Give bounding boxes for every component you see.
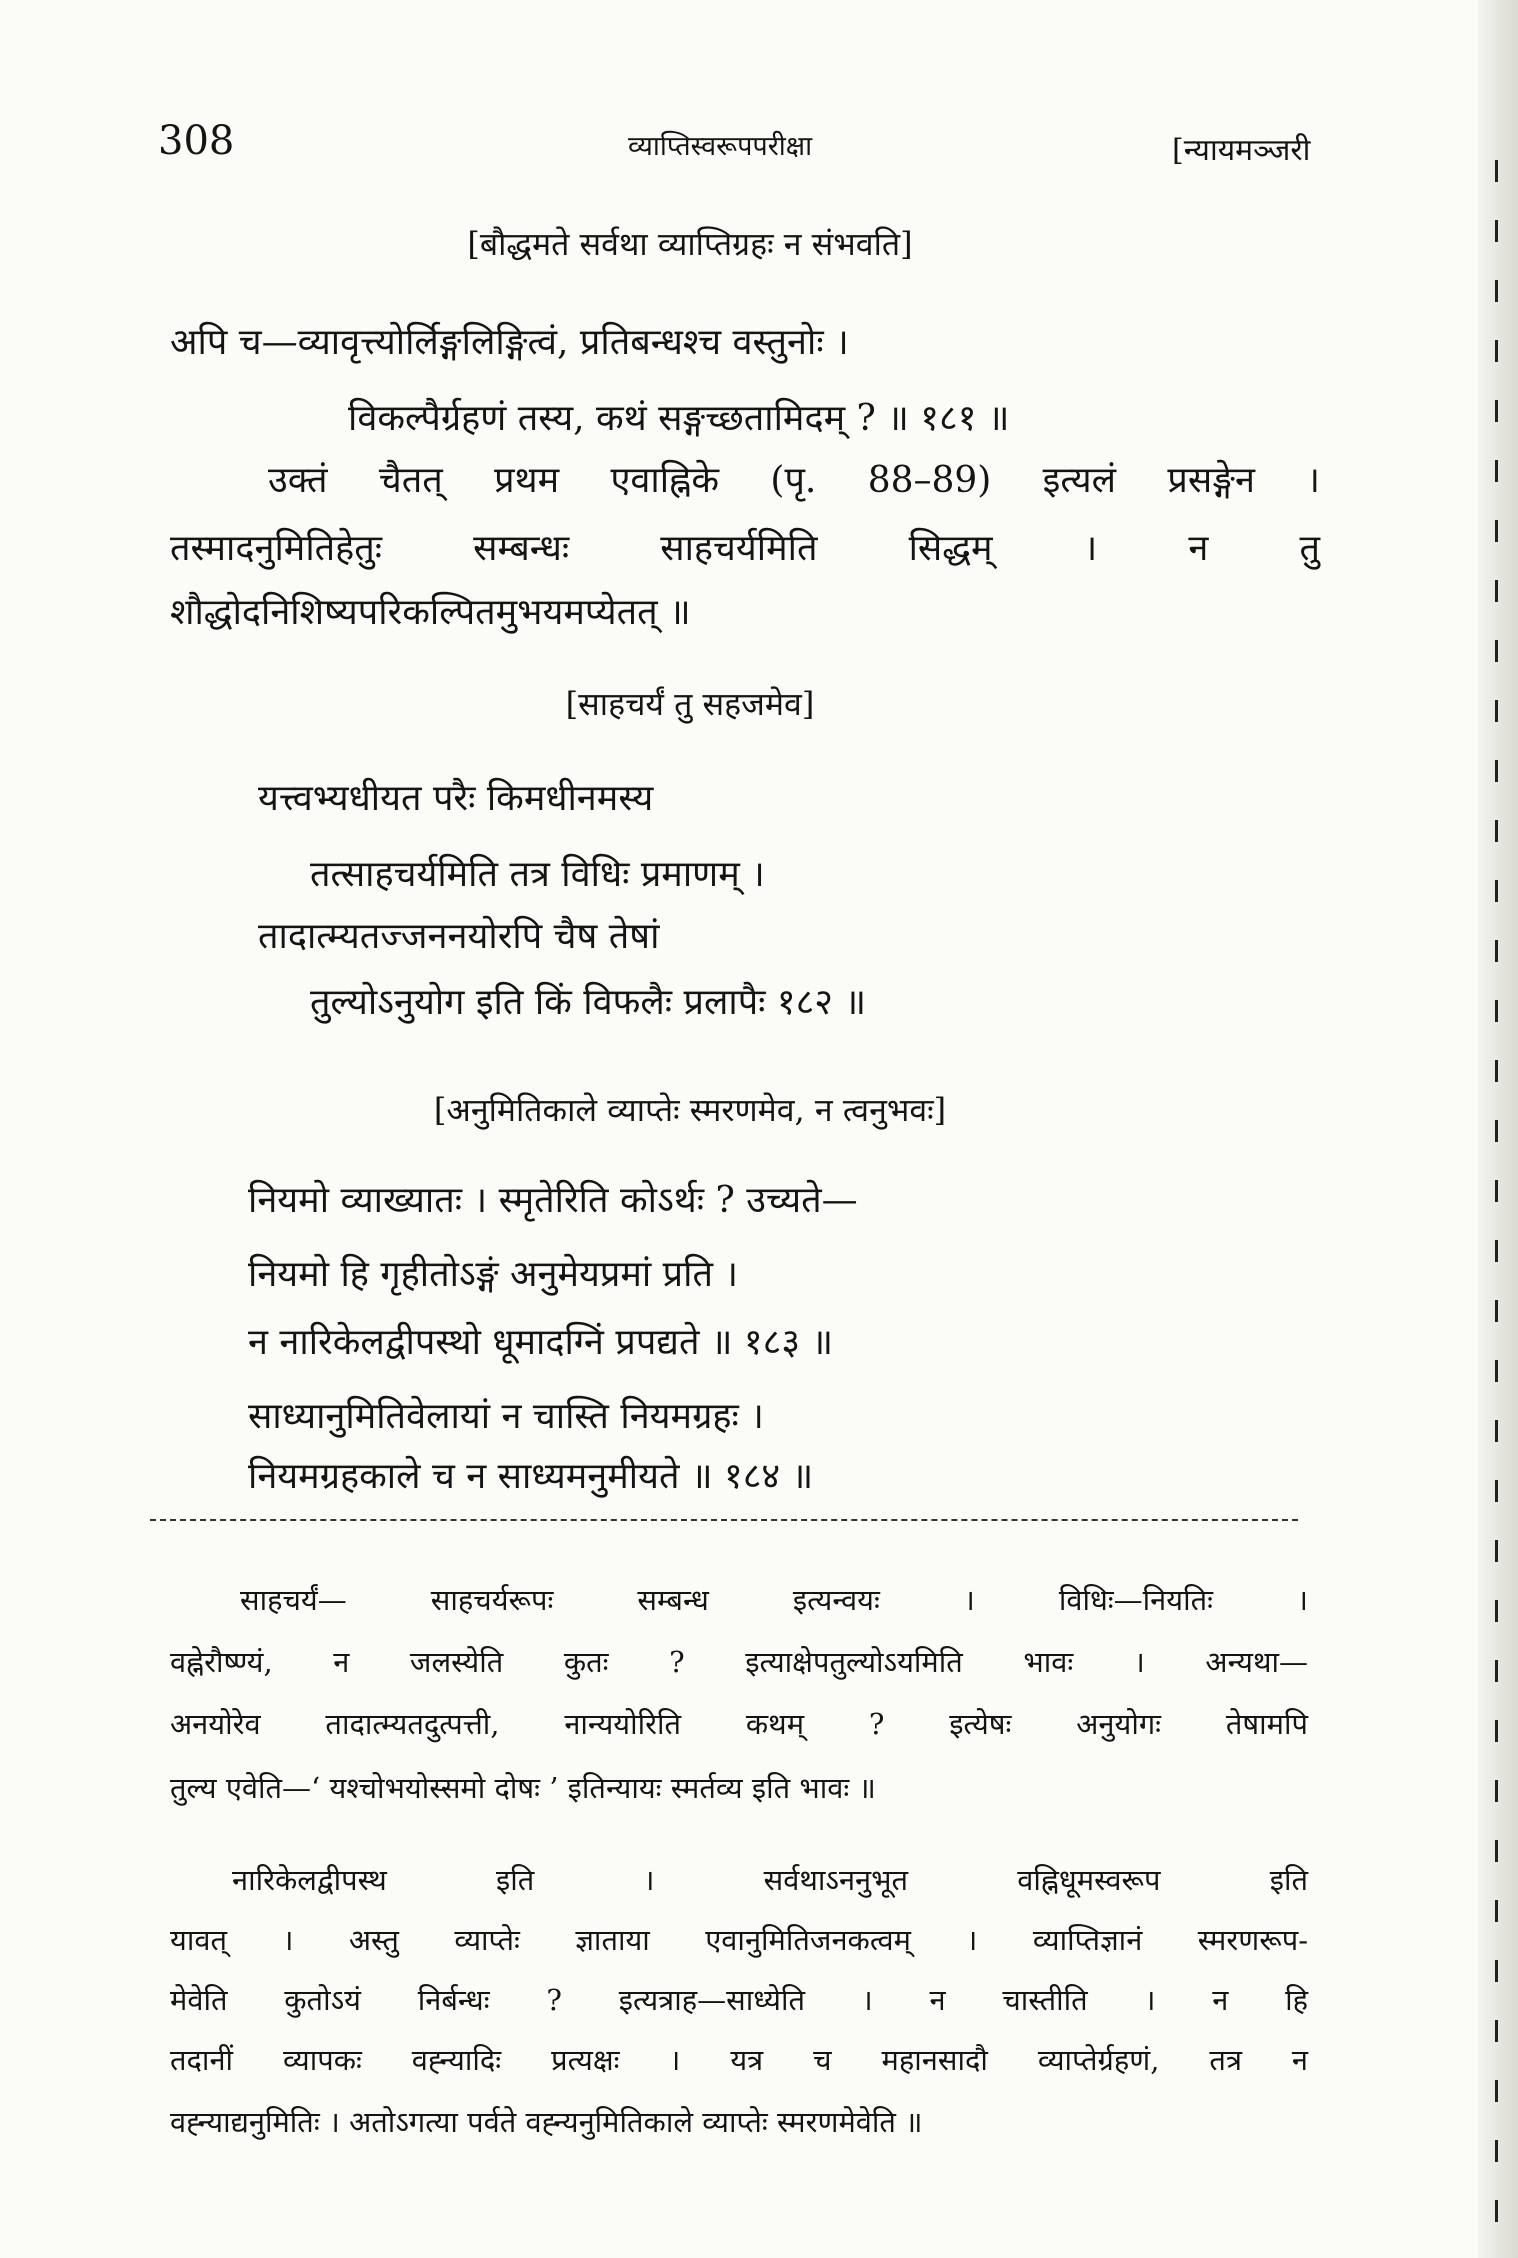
commentary-1-line-2: वह्नेरौष्ण्यं, न जलस्येति कुतः ? इत्याक्षेपतुल्योऽयमिति भावः । अन्यथा— (170, 1645, 1308, 1679)
commentary-2-line-3: मेवेति कुतोऽयं निर्बन्धः ? इत्यत्राह—साध्येति । न चास्तीति । न हि (170, 1983, 1308, 2017)
commentary-2-line-4: तदानीं व्यापकः वह्न्यादिः प्रत्यक्षः । यत्र च महानसादौ व्याप्तेर्ग्रहणं, तत्र न (170, 2043, 1308, 2077)
page-number: 308 (158, 118, 235, 164)
commentary-1-line-1: साहचर्यं— साहचर्यरूपः सम्बन्ध इत्यन्वयः । विधिः—नियतिः । (240, 1583, 1308, 1617)
paragraph-1-line-3: शौद्धोदनिशिष्यपरिकल्पितमुभयमप्येतत् ॥ (170, 592, 691, 633)
verse-182-line-3: तादात्म्यतज्जननयोरपि चैष तेषां (258, 916, 660, 957)
section-heading-2: [साहचर्यं तु सहजमेव] (565, 685, 815, 723)
commentary-2-line-2: यावत् । अस्तु व्याप्तेः ज्ञाताया एवानुमितिजनकत्वम् । व्याप्तिज्ञानं स्मरणरूप- (170, 1923, 1308, 1957)
paragraph-2: नियमो व्याख्यातः । स्मृतेरिति कोऽर्थः ? उच्यते— (248, 1180, 858, 1221)
page-edge-shadow (1478, 0, 1518, 2258)
paragraph-1-line-1: उक्तं चैतत् प्रथम एवाह्निके (पृ. 88–89) इत्यलं प्रसङ्गेन । (268, 460, 1320, 501)
book-title: [न्यायमञ्जरी (1172, 133, 1311, 168)
verse-183-line-1: नियमो हि गृहीतोऽङ्गं अनुमेयप्रमां प्रति । (248, 1254, 739, 1295)
binding-edge (1495, 160, 1498, 2240)
verse-182-line-2: तत्साहचर्यमिति तत्र विधिः प्रमाणम् । (310, 854, 765, 895)
footnote-separator (150, 1519, 1298, 1521)
verse-182-line-4: तुल्योऽनुयोग इति किं विफलैः प्रलापैः १८२ ॥ (310, 982, 867, 1023)
verse-181-line-1: अपि च—व्यावृत्त्योर्लिङ्गलिङ्गित्वं, प्रतिबन्धश्च वस्तुनोः । (170, 322, 849, 363)
section-heading-1: [बौद्धमते सर्वथा व्याप्तिग्रहः न संभवति] (467, 225, 913, 263)
commentary-2-line-1: नारिकेलद्वीपस्थ इति । सर्वथाऽननुभूत वह्निधूमस्वरूप इति (232, 1863, 1308, 1897)
commentary-1-line-3: अनयोरेव तादात्म्यतदुत्पत्ती, नान्ययोरिति कथम् ? इत्येषः अनुयोगः तेषामपि (170, 1707, 1308, 1741)
verse-183-line-2: न नारिकेलद्वीपस्थो धूमादग्निं प्रपद्यते ॥ १८३ ॥ (248, 1322, 834, 1363)
verse-184-line-2: नियमग्रहकाले च न साध्यमनुमीयते ॥ १८४ ॥ (248, 1456, 814, 1497)
running-title: व्याप्तिस्वरूपपरीक्षा (628, 131, 813, 162)
verse-182-line-1: यत्त्वभ्यधीयत परैः किमधीनमस्य (258, 778, 654, 819)
commentary-2-line-5: वह्न्याद्यनुमितिः । अतोऽगत्या पर्वते वह्न्यनुमितिकाले व्याप्तेः स्मरणमेवेति ॥ (170, 2105, 923, 2139)
commentary-1-line-4: तुल्य एवेति—‘ यश्चोभयोस्समो दोषः ’ इतिन्यायः स्मर्तव्य इति भावः ॥ (170, 1771, 876, 1805)
section-heading-3: [अनुमितिकाले व्याप्तेः स्मरणमेव, न त्वनुभवः] (433, 1091, 947, 1129)
paragraph-1-line-2: तस्मादनुमितिहेतुः सम्बन्धः साहचर्यमिति सिद्धम् । न तु (170, 528, 1320, 569)
verse-181-line-2: विकल्पैर्ग्रहणं तस्य, कथं सङ्गच्छतामिदम् ? ॥ १८१ ॥ (348, 398, 1010, 439)
verse-184-line-1: साध्यानुमितिवेलायां न चास्ति नियमग्रहः । (248, 1396, 764, 1437)
